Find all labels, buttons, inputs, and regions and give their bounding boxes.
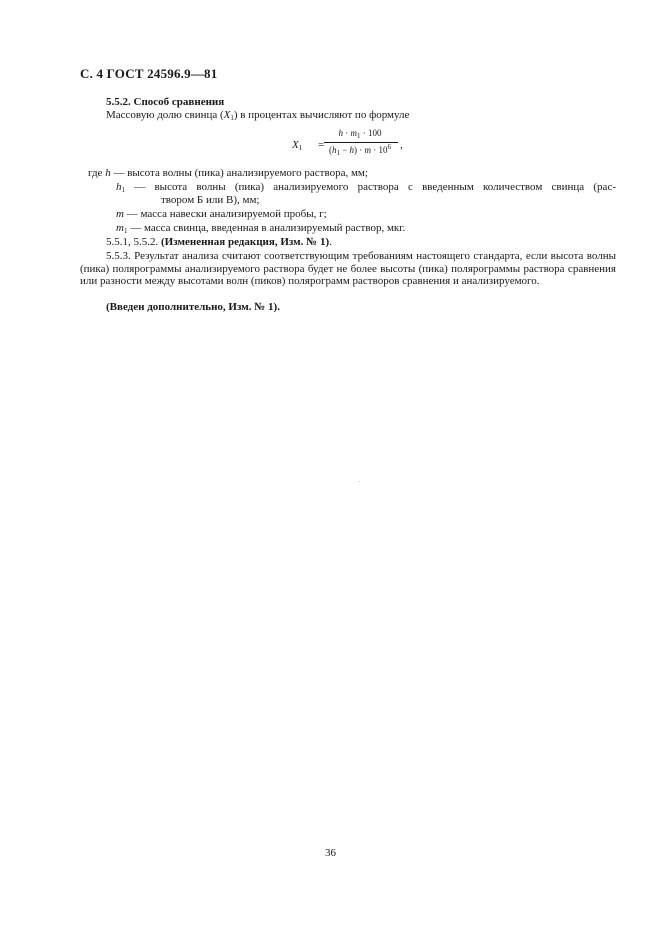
- amendment-note-2: (Введен дополнительно, Изм. № 1).: [106, 301, 280, 313]
- num-h: h: [338, 128, 343, 138]
- formula-denominator: [322, 145, 398, 155]
- intro-symbol-sub: 1: [230, 114, 234, 122]
- den-h: h: [349, 145, 355, 155]
- num-m-sub: 1: [357, 132, 361, 140]
- scan-speck: [359, 481, 360, 482]
- amend-1-suffix: .: [329, 236, 332, 248]
- den-exp: 6: [387, 143, 392, 151]
- num-dot: ·: [343, 128, 351, 138]
- def-h-symbol: h: [105, 167, 111, 179]
- den-open: (: [328, 145, 332, 155]
- intro-text-b: ) в процентах вычисляют по формуле: [233, 109, 410, 121]
- lhs-symbol: X: [292, 139, 299, 151]
- formula-lhs: [292, 139, 302, 151]
- intro-text-a: Массовую долю свинца (: [106, 109, 224, 121]
- formula-intro: [106, 109, 409, 122]
- formula-numerator: [322, 128, 398, 138]
- def-m1-symbol: m: [116, 222, 124, 234]
- den-minus: −: [339, 145, 350, 155]
- lhs-sub: 1: [298, 144, 303, 152]
- definition-m: [116, 208, 327, 221]
- def-h1-sub: 1: [121, 186, 125, 194]
- amend-1-bold: (Измененная редакция, Изм. № 1): [161, 236, 330, 248]
- def-h1-symbol: h: [116, 181, 122, 193]
- def-prefix: где: [88, 167, 106, 179]
- num-rest: · 100: [360, 128, 382, 138]
- paragraph-5-5-3: 5.5.3. Результат анализа считают соответствующим требованиям настоящего стандарта, если высота волны (пика) полярограммы анализируемого раствора будет не более высоты (пика) полярограммы раствора сравнения или разности между высотами волн (пиков) полярограмм растворов сравнения и анализируемого.: [80, 250, 616, 288]
- definition-h1: [116, 181, 616, 194]
- definition-h: [88, 167, 368, 180]
- def-h1-text: — высота волны (пика) анализируемого раствора с введенным количеством свинца (рас-: [125, 181, 616, 193]
- def-h-text: — высота волны (пика) анализируемого раствора, мм;: [110, 167, 368, 179]
- definition-m1: [116, 222, 405, 235]
- def-m1-sub: 1: [123, 227, 128, 235]
- num-m: m: [350, 128, 357, 138]
- den-rest: · 10: [371, 145, 388, 155]
- intro-symbol: X: [223, 109, 231, 121]
- den-close: ) ·: [354, 145, 365, 155]
- formula-comma: ,: [400, 139, 403, 151]
- amend-1-prefix: 5.5.1, 5.5.2.: [106, 236, 161, 248]
- def-m1-text: — масса свинца, введенная в анализируемый раствор, мкг.: [127, 222, 406, 234]
- den-m: m: [364, 145, 372, 155]
- definition-h1-cont: твором Б или В), мм;: [161, 194, 260, 206]
- def-m-text: — масса навески анализируемой пробы, г;: [123, 208, 327, 220]
- section-heading-5-5-2: 5.5.2. Способ сравнения: [106, 96, 225, 108]
- page-number: 36: [325, 847, 336, 859]
- def-m-symbol: m: [116, 208, 124, 220]
- amendment-note-1: [106, 236, 332, 249]
- page-header: С. 4 ГОСТ 24596.9—81: [80, 66, 218, 81]
- den-h1-sub: 1: [336, 149, 340, 157]
- den-h1: h: [331, 145, 337, 155]
- formula-equals: =: [318, 139, 325, 151]
